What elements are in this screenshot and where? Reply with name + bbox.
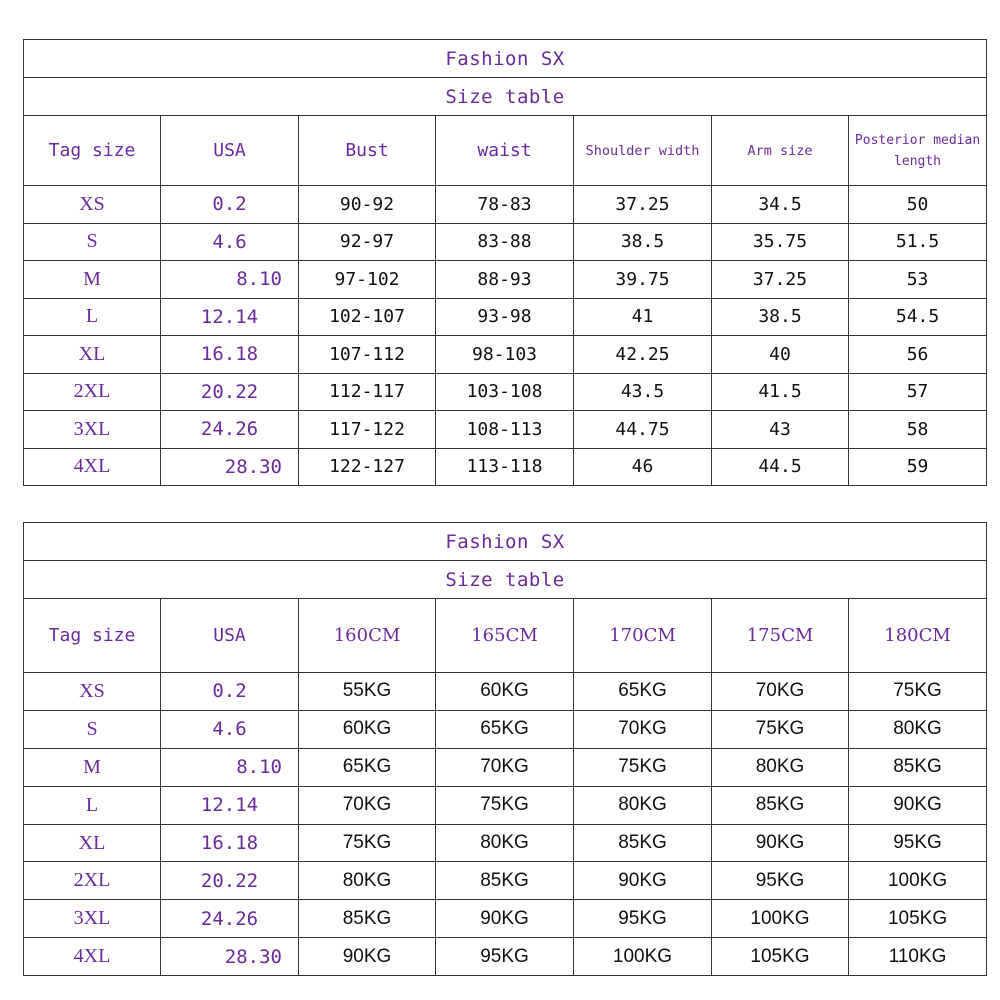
value-cell: 38.5 bbox=[712, 298, 849, 336]
table2-body bbox=[24, 523, 987, 976]
value-cell: 41 bbox=[574, 298, 712, 336]
value-cell: 75KG bbox=[436, 786, 574, 824]
table2-subtitle: Size table bbox=[24, 561, 987, 599]
usa-size-cell: 16.18 bbox=[161, 824, 299, 862]
value-cell: 85KG bbox=[436, 862, 574, 900]
tag-size-cell: 2XL bbox=[24, 862, 161, 900]
value-cell: 43 bbox=[712, 411, 849, 449]
value-cell: 55KG bbox=[299, 673, 436, 711]
value-cell: 92-97 bbox=[299, 223, 436, 261]
header-height-175: 175CM bbox=[712, 599, 849, 673]
table-row bbox=[24, 373, 987, 411]
header-waist: waist bbox=[436, 116, 574, 186]
value-cell: 57 bbox=[849, 373, 987, 411]
value-cell: 95KG bbox=[436, 938, 574, 976]
value-cell: 113-118 bbox=[436, 448, 574, 486]
tag-size-cell: L bbox=[24, 786, 161, 824]
value-cell: 90KG bbox=[849, 786, 987, 824]
value-cell: 112-117 bbox=[299, 373, 436, 411]
value-cell: 38.5 bbox=[574, 223, 712, 261]
value-cell: 65KG bbox=[299, 748, 436, 786]
value-cell: 90-92 bbox=[299, 186, 436, 224]
value-cell: 75KG bbox=[849, 673, 987, 711]
table2-title-row bbox=[24, 523, 987, 561]
value-cell: 80KG bbox=[574, 786, 712, 824]
table1-title: Fashion SX bbox=[24, 40, 987, 78]
header-bust: Bust bbox=[299, 116, 436, 186]
value-cell: 93-98 bbox=[436, 298, 574, 336]
value-cell: 75KG bbox=[712, 710, 849, 748]
value-cell: 100KG bbox=[712, 900, 849, 938]
table-row bbox=[24, 298, 987, 336]
table1-subtitle-row bbox=[24, 78, 987, 116]
table-row bbox=[24, 673, 987, 711]
header-arm-size: Arm size bbox=[712, 116, 849, 186]
value-cell: 102-107 bbox=[299, 298, 436, 336]
value-cell: 117-122 bbox=[299, 411, 436, 449]
value-cell: 85KG bbox=[574, 824, 712, 862]
usa-size-cell: 24.26 bbox=[161, 900, 299, 938]
value-cell: 108-113 bbox=[436, 411, 574, 449]
value-cell: 59 bbox=[849, 448, 987, 486]
usa-size-cell: 20.22 bbox=[161, 373, 299, 411]
table-row bbox=[24, 710, 987, 748]
value-cell: 37.25 bbox=[712, 261, 849, 299]
header-height-180: 180CM bbox=[849, 599, 987, 673]
value-cell: 44.75 bbox=[574, 411, 712, 449]
value-cell: 97-102 bbox=[299, 261, 436, 299]
tag-size-cell: 2XL bbox=[24, 373, 161, 411]
table1-body bbox=[24, 40, 987, 486]
value-cell: 90KG bbox=[436, 900, 574, 938]
usa-size-cell: 4.6 bbox=[161, 710, 299, 748]
value-cell: 95KG bbox=[849, 824, 987, 862]
header-height-165: 165CM bbox=[436, 599, 574, 673]
tag-size-cell: M bbox=[24, 748, 161, 786]
tag-size-cell: XS bbox=[24, 186, 161, 224]
tag-size-cell: 3XL bbox=[24, 411, 161, 449]
table-row bbox=[24, 336, 987, 374]
value-cell: 80KG bbox=[436, 824, 574, 862]
table2-header-row bbox=[24, 599, 987, 673]
table-row bbox=[24, 448, 987, 486]
table-row bbox=[24, 748, 987, 786]
value-cell: 95KG bbox=[712, 862, 849, 900]
tag-size-cell: XL bbox=[24, 824, 161, 862]
value-cell: 90KG bbox=[712, 824, 849, 862]
value-cell: 53 bbox=[849, 261, 987, 299]
value-cell: 37.25 bbox=[574, 186, 712, 224]
table-row bbox=[24, 186, 987, 224]
table1-header-row bbox=[24, 116, 987, 186]
usa-size-cell: 24.26 bbox=[161, 411, 299, 449]
table1-subtitle: Size table bbox=[24, 78, 987, 116]
header-height-170: 170CM bbox=[574, 599, 712, 673]
value-cell: 75KG bbox=[299, 824, 436, 862]
table1-title-row bbox=[24, 40, 987, 78]
usa-size-cell: 8.10 bbox=[161, 261, 299, 299]
value-cell: 90KG bbox=[299, 938, 436, 976]
tag-size-cell: L bbox=[24, 298, 161, 336]
value-cell: 41.5 bbox=[712, 373, 849, 411]
header-height-160: 160CM bbox=[299, 599, 436, 673]
value-cell: 80KG bbox=[712, 748, 849, 786]
usa-size-cell: 8.10 bbox=[161, 748, 299, 786]
table-row bbox=[24, 223, 987, 261]
tag-size-cell: 3XL bbox=[24, 900, 161, 938]
value-cell: 90KG bbox=[574, 862, 712, 900]
value-cell: 100KG bbox=[849, 862, 987, 900]
value-cell: 105KG bbox=[849, 900, 987, 938]
value-cell: 60KG bbox=[299, 710, 436, 748]
usa-size-cell: 20.22 bbox=[161, 862, 299, 900]
value-cell: 65KG bbox=[436, 710, 574, 748]
value-cell: 95KG bbox=[574, 900, 712, 938]
table-row bbox=[24, 411, 987, 449]
header-tag-size: Tag size bbox=[24, 116, 161, 186]
table-row bbox=[24, 786, 987, 824]
value-cell: 51.5 bbox=[849, 223, 987, 261]
value-cell: 70KG bbox=[436, 748, 574, 786]
value-cell: 85KG bbox=[849, 748, 987, 786]
value-cell: 34.5 bbox=[712, 186, 849, 224]
value-cell: 80KG bbox=[849, 710, 987, 748]
usa-size-cell: 28.30 bbox=[161, 938, 299, 976]
table2-subtitle-row bbox=[24, 561, 987, 599]
value-cell: 58 bbox=[849, 411, 987, 449]
value-cell: 39.75 bbox=[574, 261, 712, 299]
tag-size-cell: 4XL bbox=[24, 448, 161, 486]
value-cell: 85KG bbox=[712, 786, 849, 824]
tag-size-cell: S bbox=[24, 223, 161, 261]
table-row bbox=[24, 824, 987, 862]
tag-size-cell: S bbox=[24, 710, 161, 748]
table-row bbox=[24, 938, 987, 976]
value-cell: 54.5 bbox=[849, 298, 987, 336]
table2-title: Fashion SX bbox=[24, 523, 987, 561]
value-cell: 43.5 bbox=[574, 373, 712, 411]
value-cell: 50 bbox=[849, 186, 987, 224]
usa-size-cell: 12.14 bbox=[161, 786, 299, 824]
size-table-weights bbox=[23, 522, 987, 976]
value-cell: 88-93 bbox=[436, 261, 574, 299]
value-cell: 110KG bbox=[849, 938, 987, 976]
size-table-measurements bbox=[23, 39, 987, 486]
value-cell: 80KG bbox=[299, 862, 436, 900]
tag-size-cell: 4XL bbox=[24, 938, 161, 976]
value-cell: 98-103 bbox=[436, 336, 574, 374]
usa-size-cell: 0.2 bbox=[161, 186, 299, 224]
value-cell: 75KG bbox=[574, 748, 712, 786]
header-usa: USA bbox=[161, 116, 299, 186]
value-cell: 40 bbox=[712, 336, 849, 374]
header-shoulder-width: Shoulder width bbox=[574, 116, 712, 186]
tag-size-cell: M bbox=[24, 261, 161, 299]
usa-size-cell: 28.30 bbox=[161, 448, 299, 486]
value-cell: 65KG bbox=[574, 673, 712, 711]
value-cell: 35.75 bbox=[712, 223, 849, 261]
usa-size-cell: 12.14 bbox=[161, 298, 299, 336]
value-cell: 56 bbox=[849, 336, 987, 374]
table-row bbox=[24, 261, 987, 299]
table-row bbox=[24, 900, 987, 938]
table-row bbox=[24, 862, 987, 900]
tag-size-cell: XS bbox=[24, 673, 161, 711]
value-cell: 44.5 bbox=[712, 448, 849, 486]
value-cell: 46 bbox=[574, 448, 712, 486]
value-cell: 78-83 bbox=[436, 186, 574, 224]
usa-size-cell: 16.18 bbox=[161, 336, 299, 374]
usa-size-cell: 0.2 bbox=[161, 673, 299, 711]
header-tag-size: Tag size bbox=[24, 599, 161, 673]
value-cell: 85KG bbox=[299, 900, 436, 938]
header-posterior-median-length: Posterior median length bbox=[849, 116, 987, 186]
value-cell: 107-112 bbox=[299, 336, 436, 374]
usa-size-cell: 4.6 bbox=[161, 223, 299, 261]
value-cell: 60KG bbox=[436, 673, 574, 711]
value-cell: 70KG bbox=[574, 710, 712, 748]
value-cell: 105KG bbox=[712, 938, 849, 976]
value-cell: 83-88 bbox=[436, 223, 574, 261]
value-cell: 122-127 bbox=[299, 448, 436, 486]
value-cell: 100KG bbox=[574, 938, 712, 976]
value-cell: 42.25 bbox=[574, 336, 712, 374]
value-cell: 70KG bbox=[712, 673, 849, 711]
header-usa: USA bbox=[161, 599, 299, 673]
value-cell: 70KG bbox=[299, 786, 436, 824]
value-cell: 103-108 bbox=[436, 373, 574, 411]
tag-size-cell: XL bbox=[24, 336, 161, 374]
